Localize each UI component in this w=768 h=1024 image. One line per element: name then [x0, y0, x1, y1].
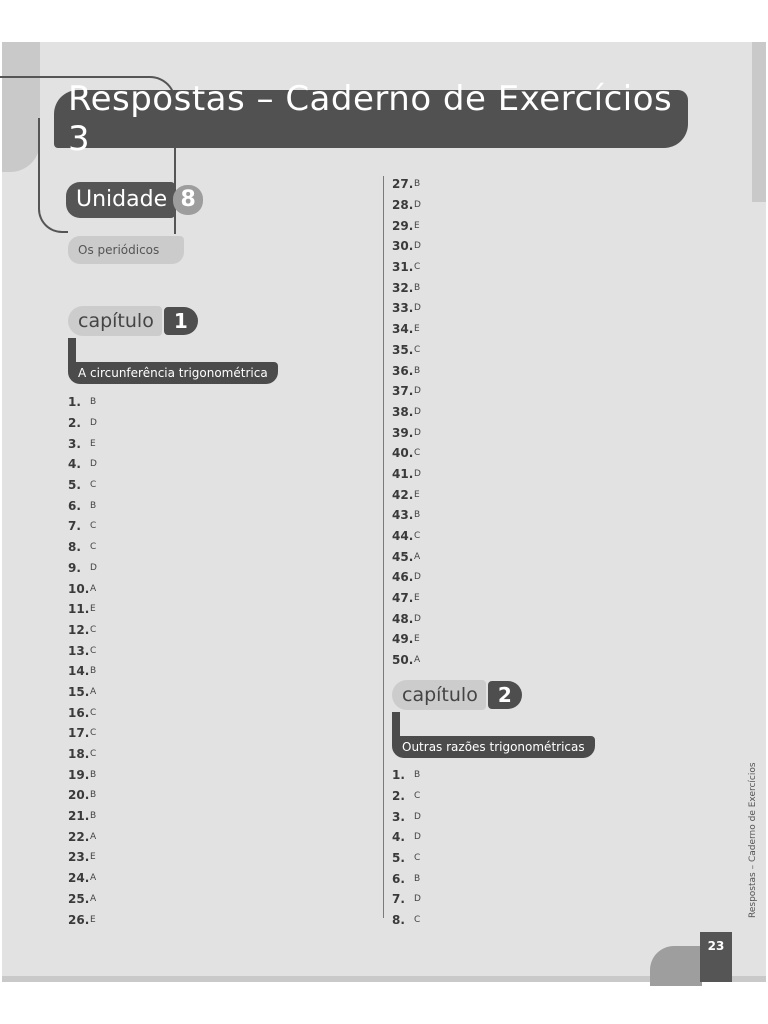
answer-letter: A: [414, 551, 421, 562]
answer-letter: C: [90, 645, 97, 656]
answer-letter: C: [414, 448, 421, 459]
answer-letter: D: [414, 468, 422, 479]
answer-item: [392, 195, 421, 216]
chapter-2-subtitle: Outras razões trigonométricas: [392, 736, 595, 758]
question-number: 16.: [68, 705, 90, 720]
question-number: 20.: [68, 788, 90, 803]
answer-item: [68, 764, 97, 785]
question-number: 21.: [68, 809, 90, 824]
answer-letter: D: [90, 459, 98, 470]
answer-letter: C: [414, 853, 421, 864]
answer-letter: B: [414, 770, 421, 781]
answer-letter: C: [90, 521, 97, 532]
answer-letter: A: [90, 583, 97, 594]
question-number: 1.: [68, 395, 81, 410]
question-number: 30.: [392, 239, 414, 254]
answer-item: [392, 319, 421, 340]
answer-list-chapter-1-continued: [392, 174, 421, 671]
question-number: 48.: [392, 611, 414, 626]
question-number: 23.: [68, 850, 90, 865]
answer-letter: C: [90, 480, 97, 491]
answer-item: [392, 505, 421, 526]
answer-letter: D: [414, 241, 422, 252]
question-number: 9.: [68, 560, 81, 575]
answer-letter: D: [414, 200, 422, 211]
answer-item: [392, 381, 421, 402]
answer-letter: B: [414, 873, 421, 884]
unit-subtitle: Os periódicos: [68, 236, 184, 264]
answer-item: [392, 806, 421, 827]
question-number: 7.: [392, 892, 405, 907]
answer-letter: D: [414, 427, 422, 438]
question-number: 5.: [68, 478, 81, 493]
answer-letter: D: [414, 811, 422, 822]
question-number: 5.: [392, 851, 405, 866]
answer-item: [392, 910, 421, 931]
question-number: 28.: [392, 198, 414, 213]
answer-letter: D: [90, 418, 98, 429]
question-number: 11.: [68, 602, 90, 617]
answer-letter: E: [414, 634, 421, 645]
question-number: 24.: [68, 871, 90, 886]
answer-letter: A: [90, 831, 97, 842]
answer-letter: D: [414, 303, 422, 314]
answer-item: [68, 909, 97, 930]
answer-letter: B: [414, 179, 421, 190]
answer-letter: C: [414, 791, 421, 802]
question-number: 3.: [392, 809, 405, 824]
answer-item: [392, 868, 421, 889]
answer-letter: E: [414, 489, 421, 500]
answer-item: [68, 413, 97, 434]
answer-item: [392, 464, 421, 485]
question-number: 10.: [68, 581, 90, 596]
answer-letter: C: [90, 749, 97, 760]
answer-letter: B: [90, 769, 97, 780]
answer-letter: C: [90, 728, 97, 739]
answer-item: [392, 174, 421, 195]
answer-letter: D: [414, 832, 422, 843]
answer-letter: E: [90, 438, 97, 449]
question-number: 7.: [68, 519, 81, 534]
chapter-2-tab: [392, 712, 400, 738]
question-number: 1.: [392, 768, 405, 783]
answer-item: [68, 826, 97, 847]
chapter-label: capítulo: [68, 306, 162, 336]
answer-letter: C: [90, 707, 97, 718]
answer-item: [392, 567, 421, 588]
question-number: 37.: [392, 384, 414, 399]
chapter-number: 1: [164, 307, 198, 335]
answer-letter: D: [414, 386, 422, 397]
answer-letter: D: [414, 406, 422, 417]
answer-item: [392, 298, 421, 319]
question-number: 14.: [68, 664, 90, 679]
page-number: 23: [700, 932, 732, 982]
question-number: 35.: [392, 342, 414, 357]
answer-list-chapter-1: [68, 392, 97, 930]
answer-item: [392, 827, 421, 848]
column-divider: [383, 176, 384, 918]
answer-letter: D: [414, 894, 422, 905]
answer-letter: B: [414, 282, 421, 293]
chapter-1-subtitle: A circunferência trigonométrica: [68, 362, 278, 384]
answer-item: [68, 392, 97, 413]
question-number: 50.: [392, 653, 414, 668]
answer-item: [392, 443, 421, 464]
answer-item: [68, 806, 97, 827]
answer-item: [392, 215, 421, 236]
answer-item: [68, 640, 97, 661]
question-number: 39.: [392, 425, 414, 440]
question-number: 47.: [392, 591, 414, 606]
answer-item: [392, 650, 421, 671]
answer-item: [392, 257, 421, 278]
question-number: 27.: [392, 177, 414, 192]
answer-item: [68, 475, 97, 496]
answer-item: [392, 422, 421, 443]
question-number: 46.: [392, 570, 414, 585]
answer-item: [68, 723, 97, 744]
answer-item: [392, 277, 421, 298]
answer-item: [68, 558, 97, 579]
question-number: 3.: [68, 436, 81, 451]
answer-item: [392, 484, 421, 505]
answer-item: [68, 537, 97, 558]
answer-letter: C: [414, 915, 421, 926]
answer-item: [68, 889, 97, 910]
side-running-title: Respostas – Caderno de Exercícios: [748, 762, 758, 918]
question-number: 43.: [392, 508, 414, 523]
unit-badge: [66, 182, 203, 218]
question-number: 6.: [68, 498, 81, 513]
question-number: 44.: [392, 529, 414, 544]
answer-item: [392, 786, 421, 807]
answer-item: [392, 629, 421, 650]
answer-item: [68, 516, 97, 537]
question-number: 40.: [392, 446, 414, 461]
answer-letter: B: [90, 790, 97, 801]
answer-letter: D: [414, 613, 422, 624]
answer-letter: B: [90, 811, 97, 822]
answer-letter: C: [90, 542, 97, 553]
question-number: 29.: [392, 218, 414, 233]
answer-letter: B: [90, 666, 97, 677]
answer-letter: E: [90, 852, 97, 863]
question-number: 38.: [392, 404, 414, 419]
answer-list-chapter-2: [392, 765, 421, 931]
answer-letter: D: [90, 562, 98, 573]
question-number: 17.: [68, 726, 90, 741]
answer-item: [68, 599, 97, 620]
answer-item: [68, 495, 97, 516]
question-number: 25.: [68, 891, 90, 906]
question-number: 4.: [68, 457, 81, 472]
question-number: 32.: [392, 280, 414, 295]
chapter-2-badge: [392, 680, 522, 710]
chapter-number: 2: [488, 681, 522, 709]
answer-letter: E: [414, 220, 421, 231]
answer-item: [68, 785, 97, 806]
question-number: 4.: [392, 830, 405, 845]
question-number: 49.: [392, 632, 414, 647]
question-number: 41.: [392, 466, 414, 481]
answer-item: [392, 340, 421, 361]
answer-letter: C: [414, 531, 421, 542]
answer-letter: C: [414, 262, 421, 273]
question-number: 13.: [68, 643, 90, 658]
answer-item: [392, 889, 421, 910]
answer-item: [392, 765, 421, 786]
answer-item: [68, 868, 97, 889]
answer-item: [68, 620, 97, 641]
answer-letter: A: [90, 893, 97, 904]
answer-letter: E: [90, 604, 97, 615]
question-number: 34.: [392, 322, 414, 337]
question-number: 18.: [68, 747, 90, 762]
answer-letter: C: [414, 344, 421, 355]
answer-letter: A: [90, 686, 97, 697]
question-number: 42.: [392, 487, 414, 502]
question-number: 26.: [68, 912, 90, 927]
question-number: 6.: [392, 871, 405, 886]
answer-item: [68, 578, 97, 599]
answer-letter: B: [90, 500, 97, 511]
question-number: 36.: [392, 363, 414, 378]
answer-item: [68, 682, 97, 703]
answer-item: [68, 744, 97, 765]
question-number: 2.: [392, 789, 405, 804]
question-number: 45.: [392, 549, 414, 564]
answer-letter: B: [90, 397, 97, 408]
page-title-text: Respostas – Caderno de Exercícios 3: [68, 79, 673, 159]
question-number: 33.: [392, 301, 414, 316]
question-number: 2.: [68, 416, 81, 431]
question-number: 22.: [68, 829, 90, 844]
answer-letter: E: [90, 914, 97, 925]
answer-item: [392, 588, 421, 609]
chapter-1-badge: [68, 306, 198, 336]
answer-letter: C: [90, 624, 97, 635]
answer-letter: E: [414, 593, 421, 604]
answer-item: [392, 546, 421, 567]
answer-letter: B: [414, 365, 421, 376]
chapter-1-tab: [68, 338, 76, 364]
answer-letter: B: [414, 510, 421, 521]
answer-item: [68, 702, 97, 723]
edge-decoration: [752, 42, 766, 202]
question-number: 19.: [68, 767, 90, 782]
footer-decoration: [650, 946, 702, 986]
page-title: [54, 79, 688, 159]
answer-letter: D: [414, 572, 422, 583]
answer-item: [68, 433, 97, 454]
unit-number: 8: [173, 185, 203, 215]
question-number: 8.: [68, 540, 81, 555]
answer-item: [392, 402, 421, 423]
question-number: 15.: [68, 684, 90, 699]
question-number: 12.: [68, 622, 90, 637]
answer-item: [68, 847, 97, 868]
answer-item: [392, 848, 421, 869]
question-number: 8.: [392, 913, 405, 928]
answer-item: [392, 608, 421, 629]
answer-letter: A: [90, 873, 97, 884]
answer-item: [392, 236, 421, 257]
answer-item: [392, 526, 421, 547]
answer-item: [68, 661, 97, 682]
question-number: 31.: [392, 260, 414, 275]
chapter-label: capítulo: [392, 680, 486, 710]
answer-item: [68, 454, 97, 475]
answer-letter: A: [414, 655, 421, 666]
answer-letter: E: [414, 324, 421, 335]
unit-label: Unidade: [66, 182, 175, 218]
answer-item: [392, 360, 421, 381]
